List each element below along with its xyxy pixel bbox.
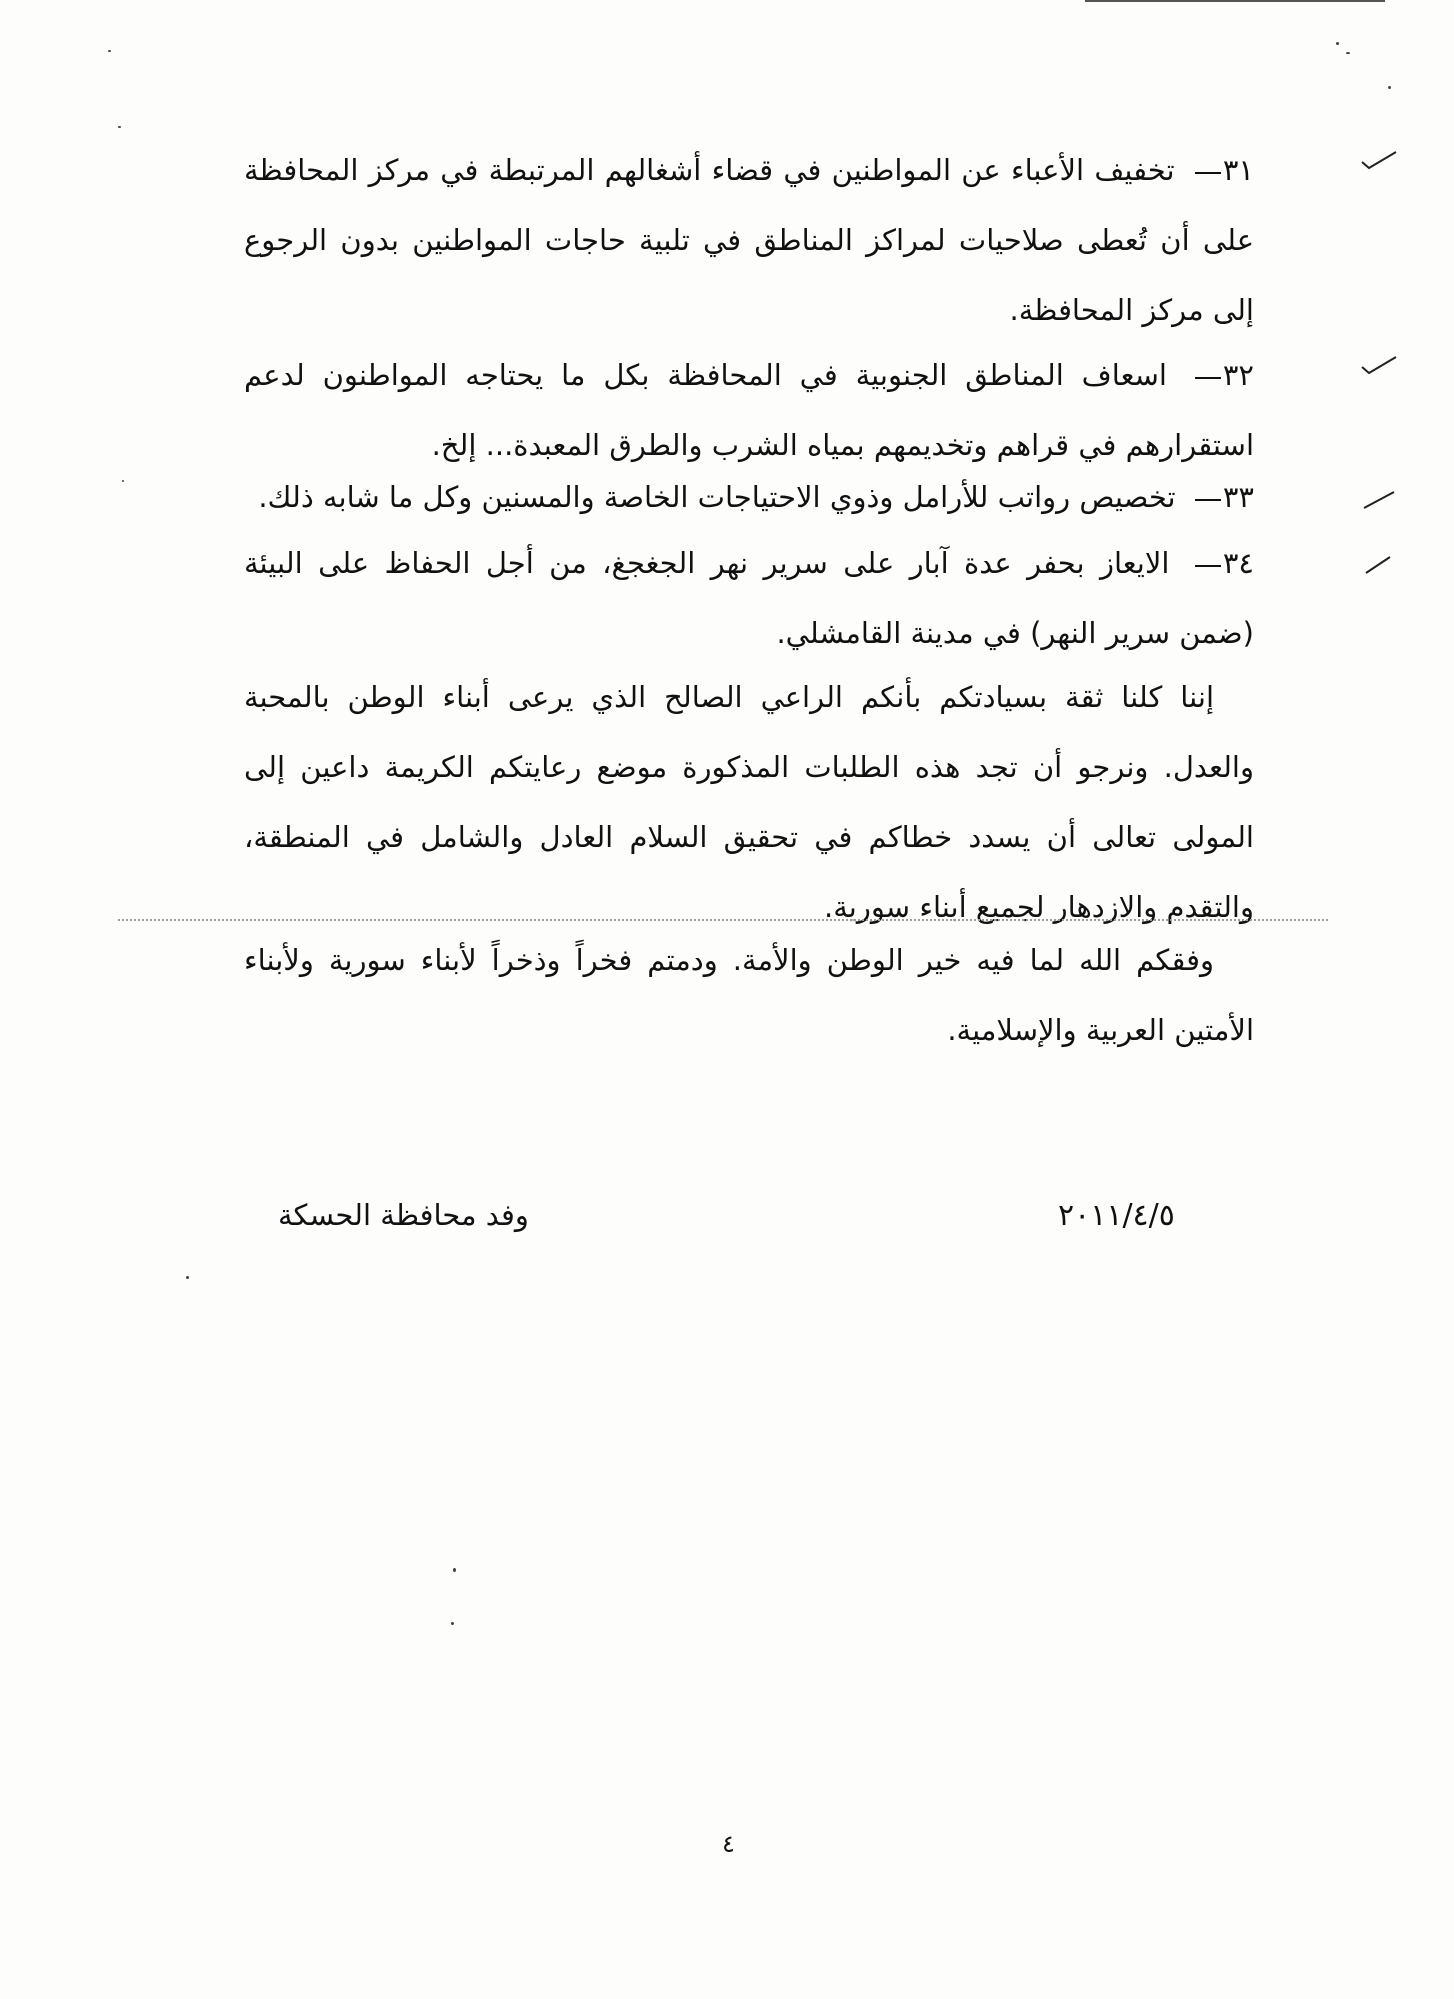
scan-speck xyxy=(453,1568,456,1572)
signature-date: ٢٠١١/٤/٥ xyxy=(1058,1198,1175,1233)
signature-organization: وفد محافظة الحسكة xyxy=(278,1198,529,1232)
scan-speck xyxy=(118,126,121,128)
scan-speck xyxy=(1388,86,1391,89)
dash-mark xyxy=(1195,499,1221,501)
item-text: تخصيص رواتب للأرامل وذوي الاحتياجات الخاصة والمسنين وكل ما شابه ذلك. xyxy=(258,480,1176,514)
scan-speck xyxy=(122,480,124,482)
list-item-32 xyxy=(244,340,1254,480)
scan-speck xyxy=(1346,52,1350,54)
scan-dotted-line xyxy=(118,919,1328,921)
item-number: ٣٢ xyxy=(1222,358,1255,392)
scan-speck xyxy=(451,1622,454,1625)
item-text: اسعاف المناطق الجنوبية في المحافظة بكل ما يحتاجه المواطنون لدعم استقرارهم في قراهم وتخديمهم بمياه الشرب والطرق المعبدة... إلخ. xyxy=(244,358,1254,462)
closing-paragraph: إننا كلنا ثقة بسيادتكم بأنكم الراعي الصالح الذي يرعى أبناء الوطن بالمحبة والعدل. ونرجو أن تجد هذه الطلبات المذكورة موضع رعايتكم الكريمة داعين إلى المولى تعالى أن يسدد خطاكم في تحقيق السلام العادل والشامل في المنطقة، والتقدم والازدهار لجميع أبناء سورية. xyxy=(244,680,1254,924)
list-item-31 xyxy=(244,135,1254,345)
blessing-paragraph: وفقكم الله لما فيه خير الوطن والأمة. ودمتم فخراً وذخراً لأبناء سورية ولأبناء الأمتين العربية والإسلامية. xyxy=(244,943,1254,1047)
item-number: ٣١ xyxy=(1222,153,1255,187)
scan-speck xyxy=(108,50,111,52)
item-text: الايعاز بحفر عدة آبار على سرير نهر الجغجغ، من أجل الحفاظ على البيئة (ضمن سرير النهر) في مدينة القامشلي. xyxy=(244,546,1254,650)
item-number: ٣٤ xyxy=(1222,546,1255,580)
list-item-33 xyxy=(244,462,1254,532)
scan-speck xyxy=(1336,42,1339,45)
item-number: ٣٣ xyxy=(1222,480,1254,514)
scan-speck xyxy=(186,1276,189,1279)
checkmark-icon xyxy=(1360,150,1398,170)
list-item-34 xyxy=(244,528,1254,668)
checkmark-icon xyxy=(1360,355,1398,375)
dash-mark xyxy=(1195,565,1221,567)
dash-mark xyxy=(1195,172,1221,174)
dash-mark xyxy=(1195,377,1221,379)
item-text: تخفيف الأعباء عن المواطنين في قضاء أشغالهم المرتبطة في مركز المحافظة على أن تُعطى صلاحيات لمراكز المناطق في تلبية حاجات المواطنين بدون الرجوع إلى مركز المحافظة. xyxy=(244,153,1254,327)
checkmark-icon xyxy=(1360,555,1398,575)
checkmark-icon xyxy=(1360,490,1398,510)
page-number: ٤ xyxy=(722,1830,735,1858)
top-edge-line xyxy=(1085,0,1385,2)
